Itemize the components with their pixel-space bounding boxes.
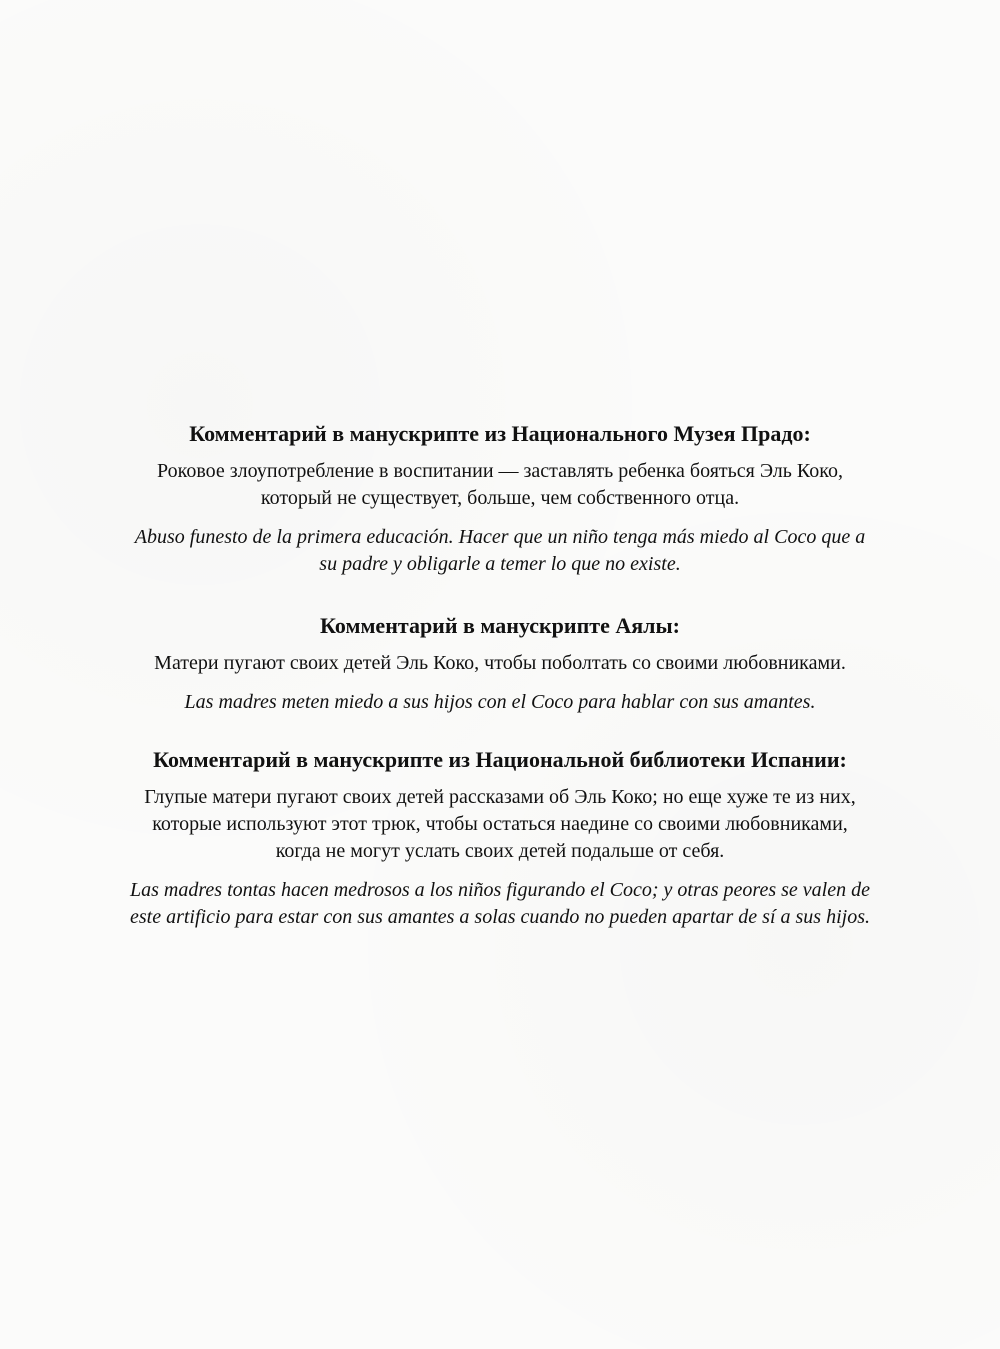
text-line: Роковое злоупотребление в воспитании — заставлять ребенка бояться Эль Коко, [157, 460, 843, 482]
text-line: Матери пугают своих детей Эль Коко, чтобы поболтать со своими любовниками. [154, 652, 846, 674]
comment-section-prado [0, 420, 1000, 578]
text-line: Las madres tontas hacen medrosos a los niños figurando el Coco; y otras peores se valen de [130, 879, 870, 901]
section-heading: Комментарий в манускрипте Аялы: [320, 613, 680, 638]
text-line: su padre y obligarle a temer lo que no existe. [319, 553, 681, 575]
russian-translation [105, 458, 895, 512]
text-line: который не существует, больше, чем собственного отца. [260, 487, 740, 509]
text-line: Глупые матери пугают своих детей рассказами об Эль Коко; но еще хуже те из них, [144, 786, 856, 808]
text-line: Abuso funesto de la primera educación. Hacer que un niño tenga más miedo al Coco que a [134, 526, 866, 548]
section-heading: Комментарий в манускрипте из Национального Музея Прадо: [189, 421, 811, 446]
text-line: когда не могут услать своих детей подальше от себя. [275, 840, 725, 862]
comment-section-ayala [0, 612, 1000, 716]
spanish-original [0, 689, 1000, 716]
russian-translation [0, 650, 1000, 677]
text-line: которые используют этот трюк, чтобы остаться наедине со своими любовниками, [152, 813, 848, 835]
spanish-original [100, 877, 900, 931]
spanish-original [105, 524, 895, 578]
russian-translation [100, 784, 900, 865]
text-line: este artificio para estar con sus amantes a solas cuando no pueden apartar de sí a sus hijos. [130, 906, 870, 928]
text-line: Las madres meten miedo a sus hijos con el Coco para hablar con sus amantes. [184, 691, 816, 713]
section-heading: Комментарий в манускрипте из Национальной библиотеки Испании: [153, 747, 847, 772]
comment-section-national-library [0, 746, 1000, 931]
